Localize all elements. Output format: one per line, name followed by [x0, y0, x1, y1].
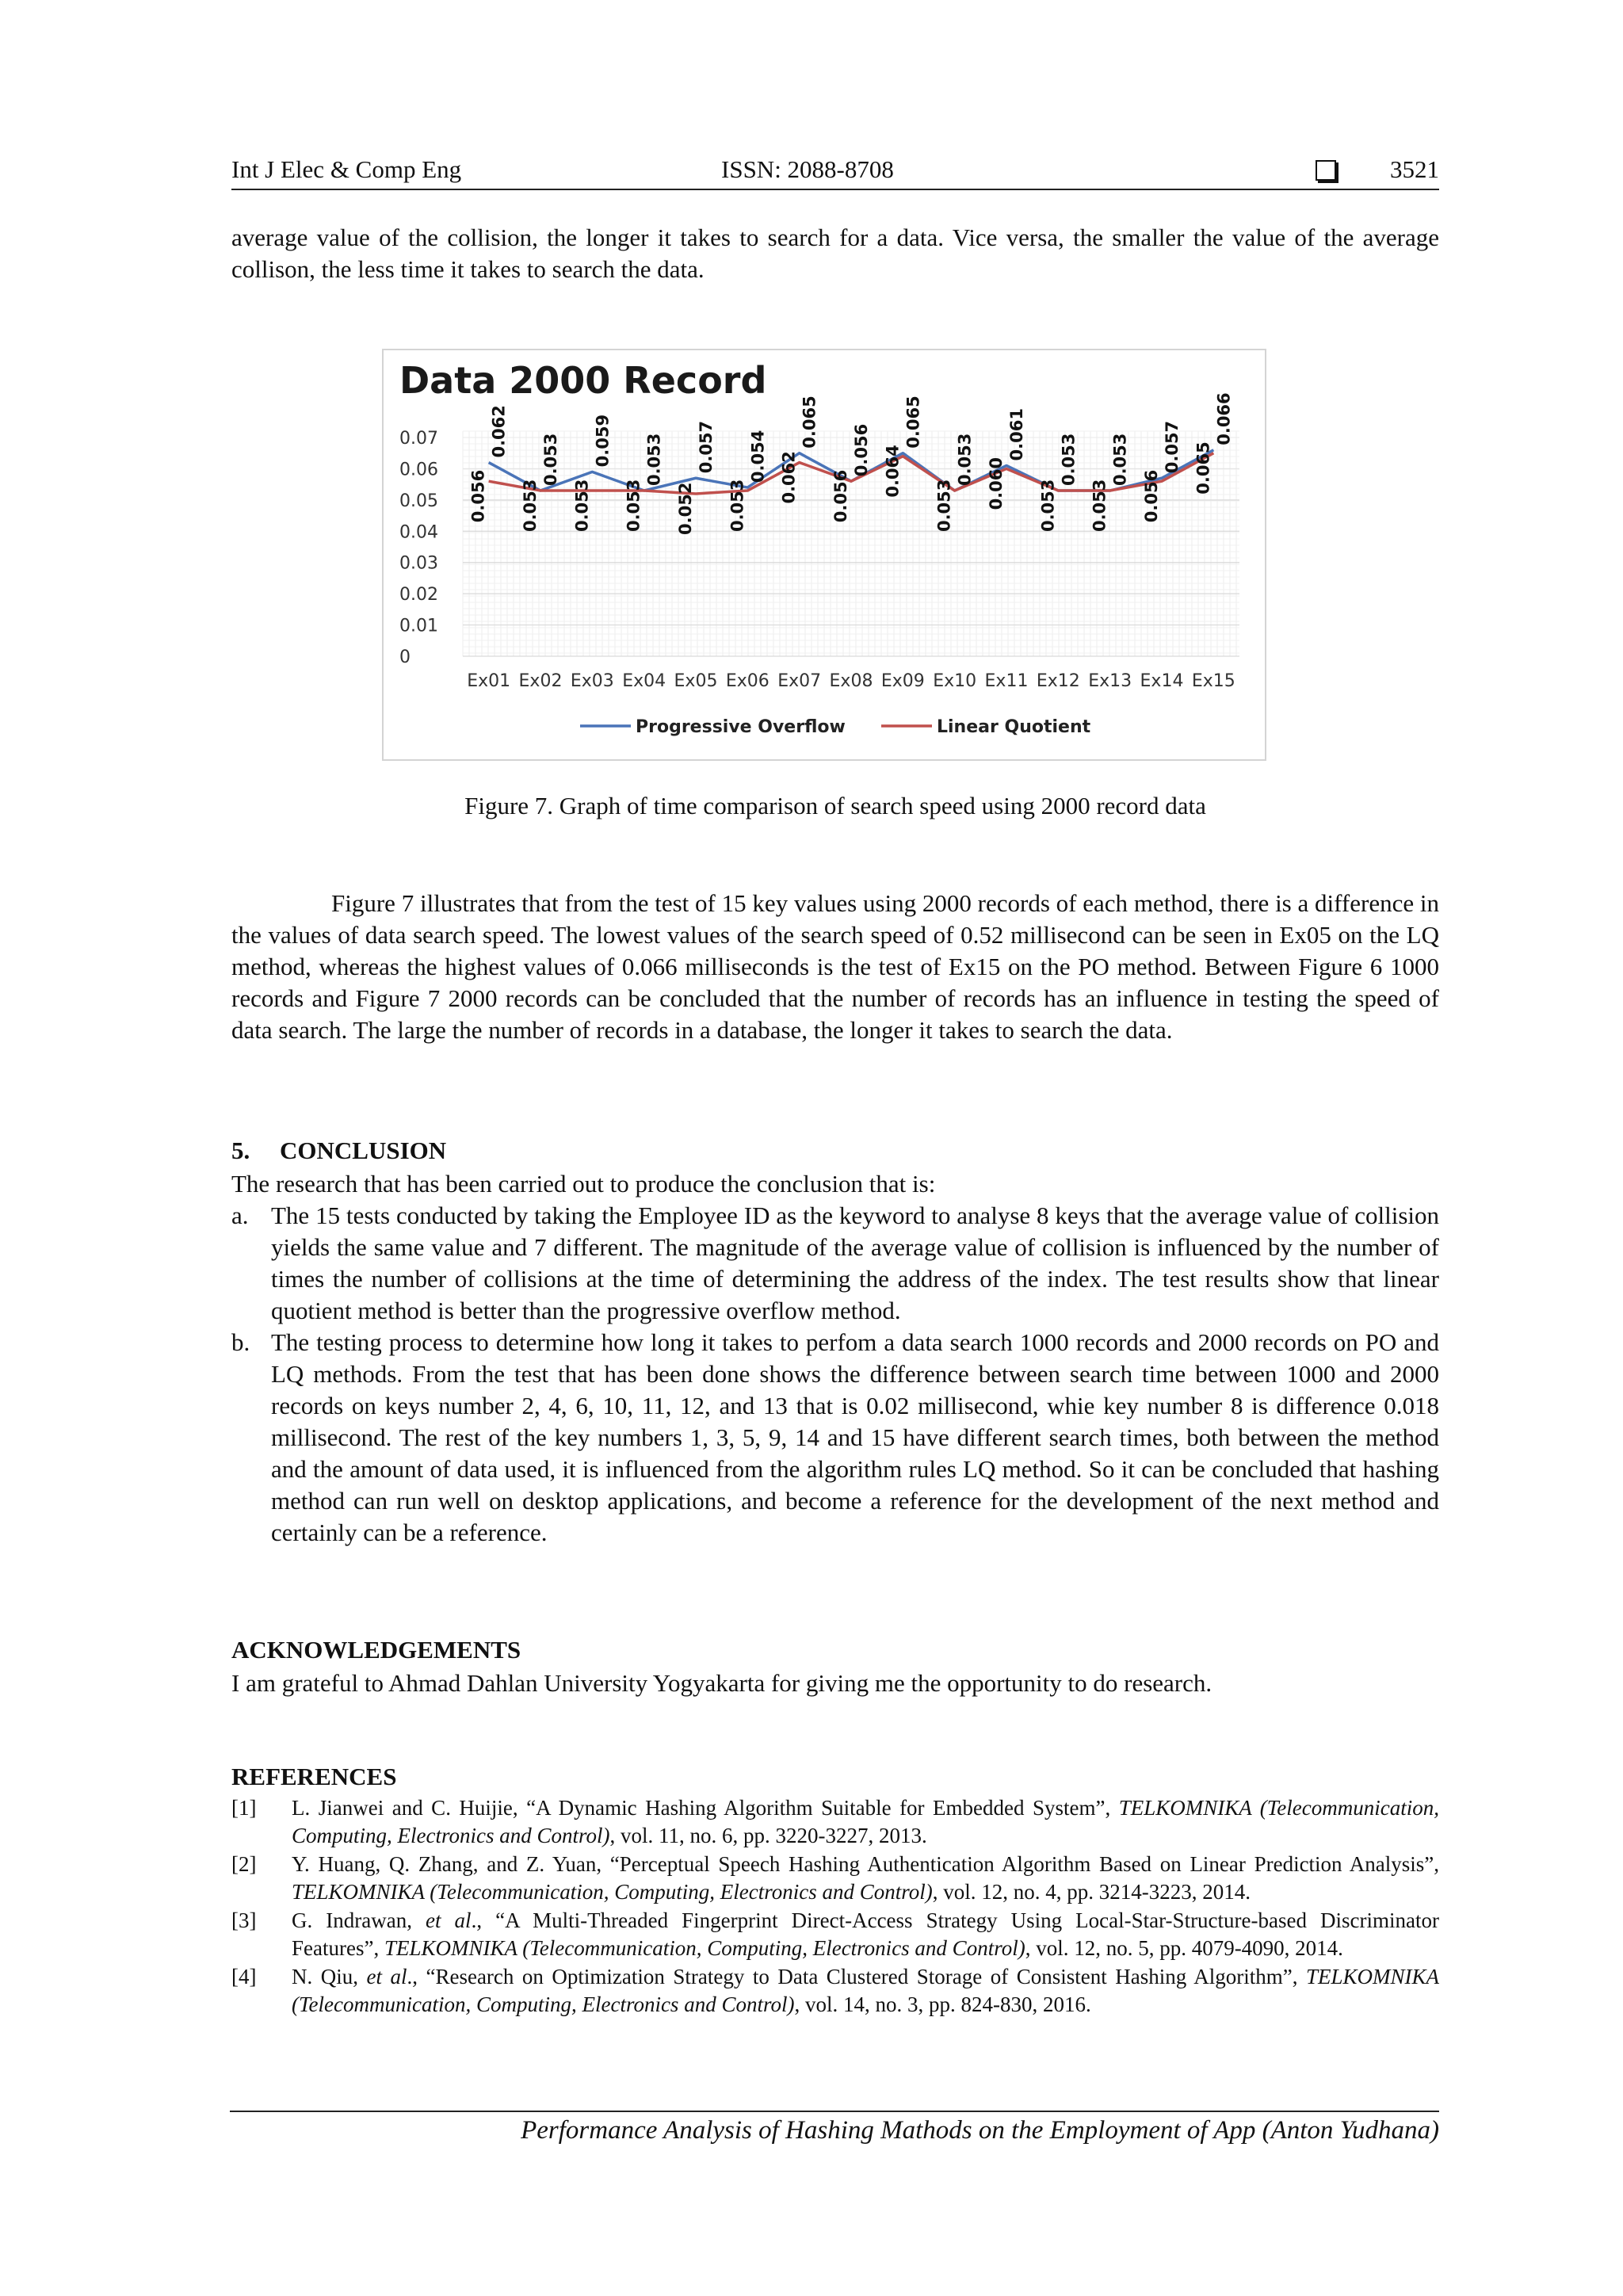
- data-label-linear-quotient: 0.062: [779, 451, 799, 504]
- line-chart: [384, 350, 1265, 759]
- acknowledgements-text: I am grateful to Ahmad Dahlan University Yogyakarta for giving me the opportunity to do research.: [231, 1669, 1212, 1697]
- data-label-progressive-overflow: 0.053: [1059, 433, 1079, 487]
- legend-label-progressive-overflow: Progressive Overflow: [636, 717, 846, 737]
- journal-name: Int J Elec & Comp Eng: [231, 155, 462, 183]
- reference-title: ., “Research on Optimization Strategy to Data Clustered Storage of Consistent Hashing Algorithm”,: [407, 1965, 1306, 1988]
- data-label-progressive-overflow: 0.053: [541, 433, 560, 487]
- figure-7-chart: [382, 349, 1266, 761]
- reference-authors: N. Qiu,: [292, 1965, 367, 1988]
- reference-journal: TELKOMNIKA (Telecommunication, Computing, Electronics and Control): [292, 1965, 1439, 2016]
- data-label-progressive-overflow: 0.062: [489, 405, 509, 458]
- data-label-progressive-overflow: 0.061: [1007, 408, 1026, 461]
- reference-item: [231, 1851, 1439, 1906]
- reference-journal: TELKOMNIKA (Telecommunication, Computing, Electronics and Control): [292, 1880, 933, 1904]
- data-label-linear-quotient: 0.053: [934, 479, 954, 533]
- data-label-linear-quotient: 0.053: [1090, 479, 1109, 533]
- issn: ISSN: 2088-8708: [721, 155, 894, 183]
- reference-number: [1]: [231, 1796, 257, 1820]
- data-label-progressive-overflow: 0.054: [748, 430, 768, 483]
- x-tick-label: Ex03: [570, 671, 614, 691]
- reference-journal: TELKOMNIKA (Telecommunication, Computing, Electronics and Control): [292, 1796, 1439, 1847]
- data-label-progressive-overflow: 0.057: [697, 420, 716, 474]
- data-label-linear-quotient: 0.064: [883, 445, 903, 498]
- x-tick-label: Ex04: [622, 671, 666, 691]
- reference-number: [3]: [231, 1908, 257, 1932]
- data-label-progressive-overflow: 0.057: [1163, 420, 1182, 474]
- data-label-linear-quotient: 0.056: [468, 469, 488, 523]
- reference-etal: et al: [426, 1908, 472, 1932]
- reference-authors-title: Y. Huang, Q. Zhang, and Z. Yuan, “Perceptual Speech Hashing Authentication Algorithm Based on Linear Prediction Analysis”,: [292, 1852, 1439, 1876]
- reference-title: ., “A Multi-Threaded Fingerprint Direct-Access Strategy Using Local-Star-Structure-based Discriminator Features”,: [292, 1908, 1439, 1960]
- y-tick-label: 0.07: [399, 429, 438, 449]
- x-axis-ticks: [467, 671, 1235, 691]
- list-item: [231, 1327, 1439, 1549]
- list-text: The testing process to determine how long it takes to perfom a data search 1000 records and 2000 records on PO and LQ methods. From the test that has been done shows the difference between search time between 1000 and 2000 records on keys number 2, 4, 6, 10, 11, 12, and 13 that is 0.02 millisecond, whie key number 8 is difference 0.018 millisecond. The rest of the key numbers 1, 3, 5, 9, 14 and 15 have different search times, both between the method and the amount of data used, it is influenced from the algorithm rules LQ method. So it can be concluded that hashing method can run well on desktop applications, and become a reference for the development of the next method and certainly can be a reference.: [271, 1328, 1439, 1546]
- y-tick-label: 0.03: [399, 553, 438, 574]
- x-tick-label: Ex08: [829, 671, 873, 691]
- section-number: 5.: [231, 1137, 250, 1164]
- list-marker: a.: [231, 1201, 249, 1229]
- list-text: The 15 tests conducted by taking the Employee ID as the keyword to analyse 8 keys that the average value of collision yields the same value and 7 different. The magnitude of the average value of collision is influenced by the number of times the number of collisions at the time of determining the address of the index. The test results show that linear quotient method is better than the progressive overflow method.: [271, 1201, 1439, 1324]
- references-list: [231, 1794, 1439, 2019]
- data-label-progressive-overflow: 0.065: [903, 395, 923, 449]
- chart-title: Data 2000 Record: [399, 359, 767, 402]
- list-marker: b.: [231, 1328, 250, 1356]
- data-label-linear-quotient: 0.053: [572, 479, 592, 533]
- x-tick-label: Ex14: [1140, 671, 1184, 691]
- acknowledgements-heading: ACKNOWLEDGEMENTS: [231, 1636, 521, 1664]
- y-tick-label: 0.05: [399, 491, 438, 511]
- reference-details: , vol. 12, no. 5, pp. 4079-4090, 2014.: [1025, 1936, 1343, 1960]
- reference-number: [2]: [231, 1852, 257, 1876]
- y-tick-label: 0.02: [399, 585, 438, 606]
- data-label-progressive-overflow: 0.059: [593, 414, 613, 468]
- data-label-linear-quotient: 0.060: [987, 457, 1006, 510]
- conclusion-heading: [231, 1137, 446, 1165]
- figure-caption: Figure 7. Graph of time comparison of search speed using 2000 record data: [464, 792, 1206, 819]
- data-label-linear-quotient: 0.052: [676, 482, 695, 535]
- x-tick-label: Ex09: [880, 671, 925, 691]
- data-label-linear-quotient: 0.056: [1142, 469, 1161, 523]
- conclusion-body: [231, 1168, 1439, 1549]
- data-label-linear-quotient: 0.053: [1038, 479, 1058, 533]
- reference-item: [231, 1963, 1439, 2019]
- data-label-progressive-overflow: 0.056: [852, 423, 871, 477]
- data-label-progressive-overflow: 0.053: [644, 433, 664, 487]
- data-label-linear-quotient: 0.056: [831, 469, 850, 523]
- x-tick-label: Ex02: [518, 671, 563, 691]
- x-tick-label: Ex10: [933, 671, 977, 691]
- intro-paragraph: [231, 222, 1439, 285]
- x-tick-label: Ex06: [725, 671, 769, 691]
- discussion-text: Figure 7 illustrates that from the test of 15 key values using 2000 records of each method, there is a difference in the values of data search speed. The lowest values of the search speed of 0.52 millisecond can be seen in Ex05 on the LQ method, whereas the highest values of 0.066 milliseconds is the test of Ex15 on the PO method. Between Figure 6 1000 records and Figure 7 2000 records can be concluded that the number of records has an influence in testing the speed of data search. The large the number of records in a database, the longer it takes to search the data.: [231, 889, 1439, 1044]
- reference-details: , vol. 11, no. 6, pp. 3220-3227, 2013.: [609, 1824, 927, 1847]
- section-title: CONCLUSION: [280, 1137, 447, 1164]
- reference-etal: et al: [366, 1965, 407, 1988]
- y-tick-label: 0.06: [399, 460, 438, 480]
- data-label-linear-quotient: 0.053: [521, 479, 540, 533]
- reference-details: , vol. 14, no. 3, pp. 824-830, 2016.: [794, 1992, 1091, 2016]
- footer-rule: [230, 2111, 1439, 2112]
- list-item: [231, 1200, 1439, 1327]
- y-tick-label: 0: [399, 648, 411, 667]
- data-label-progressive-overflow: 0.065: [800, 395, 819, 449]
- discussion-paragraph: [231, 888, 1439, 1046]
- reference-details: , vol. 12, no. 4, pp. 3214-3223, 2014.: [932, 1880, 1251, 1904]
- running-footer: Performance Analysis of Hashing Mathods on the Employment of App (Anton Yudhana): [521, 2116, 1439, 2145]
- square-icon: [1316, 160, 1336, 181]
- x-tick-label: Ex05: [674, 671, 718, 691]
- chart-legend: [580, 717, 1091, 737]
- legend-label-linear-quotient: Linear Quotient: [937, 717, 1091, 737]
- references-heading: REFERENCES: [231, 1763, 397, 1790]
- data-label-progressive-overflow: 0.066: [1214, 392, 1234, 445]
- x-tick-label: Ex11: [984, 671, 1029, 691]
- data-label-linear-quotient: 0.053: [624, 479, 643, 533]
- page-number: 3521: [1390, 155, 1439, 183]
- reference-authors: G. Indrawan,: [292, 1908, 426, 1932]
- conclusion-lead: The research that has been carried out to produce the conclusion that is:: [231, 1170, 936, 1198]
- reference-item: [231, 1794, 1439, 1850]
- y-axis-ticks: [399, 429, 438, 667]
- x-tick-label: Ex13: [1088, 671, 1132, 691]
- reference-journal: TELKOMNIKA (Telecommunication, Computing, Electronics and Control): [384, 1936, 1025, 1960]
- x-tick-label: Ex12: [1036, 671, 1080, 691]
- x-tick-label: Ex15: [1191, 671, 1235, 691]
- data-label-progressive-overflow: 0.053: [1110, 433, 1130, 487]
- reference-item: [231, 1907, 1439, 1962]
- intro-text: average value of the collision, the longer it takes to search for a data. Vice versa, the smaller the value of the average collison, the less time it takes to search the data.: [231, 223, 1439, 283]
- x-tick-label: Ex07: [777, 671, 822, 691]
- reference-authors-title: L. Jianwei and C. Huijie, “A Dynamic Hashing Algorithm Suitable for Embedded System”,: [292, 1796, 1119, 1820]
- header-rule: [231, 189, 1439, 190]
- y-tick-label: 0.04: [399, 522, 438, 543]
- y-tick-label: 0.01: [399, 616, 438, 636]
- data-label-linear-quotient: 0.053: [727, 479, 747, 533]
- reference-number: [4]: [231, 1965, 257, 1988]
- data-label-linear-quotient: 0.065: [1193, 441, 1213, 495]
- data-label-progressive-overflow: 0.053: [955, 433, 975, 487]
- conclusion-list: [231, 1200, 1439, 1549]
- x-tick-label: Ex01: [467, 671, 511, 691]
